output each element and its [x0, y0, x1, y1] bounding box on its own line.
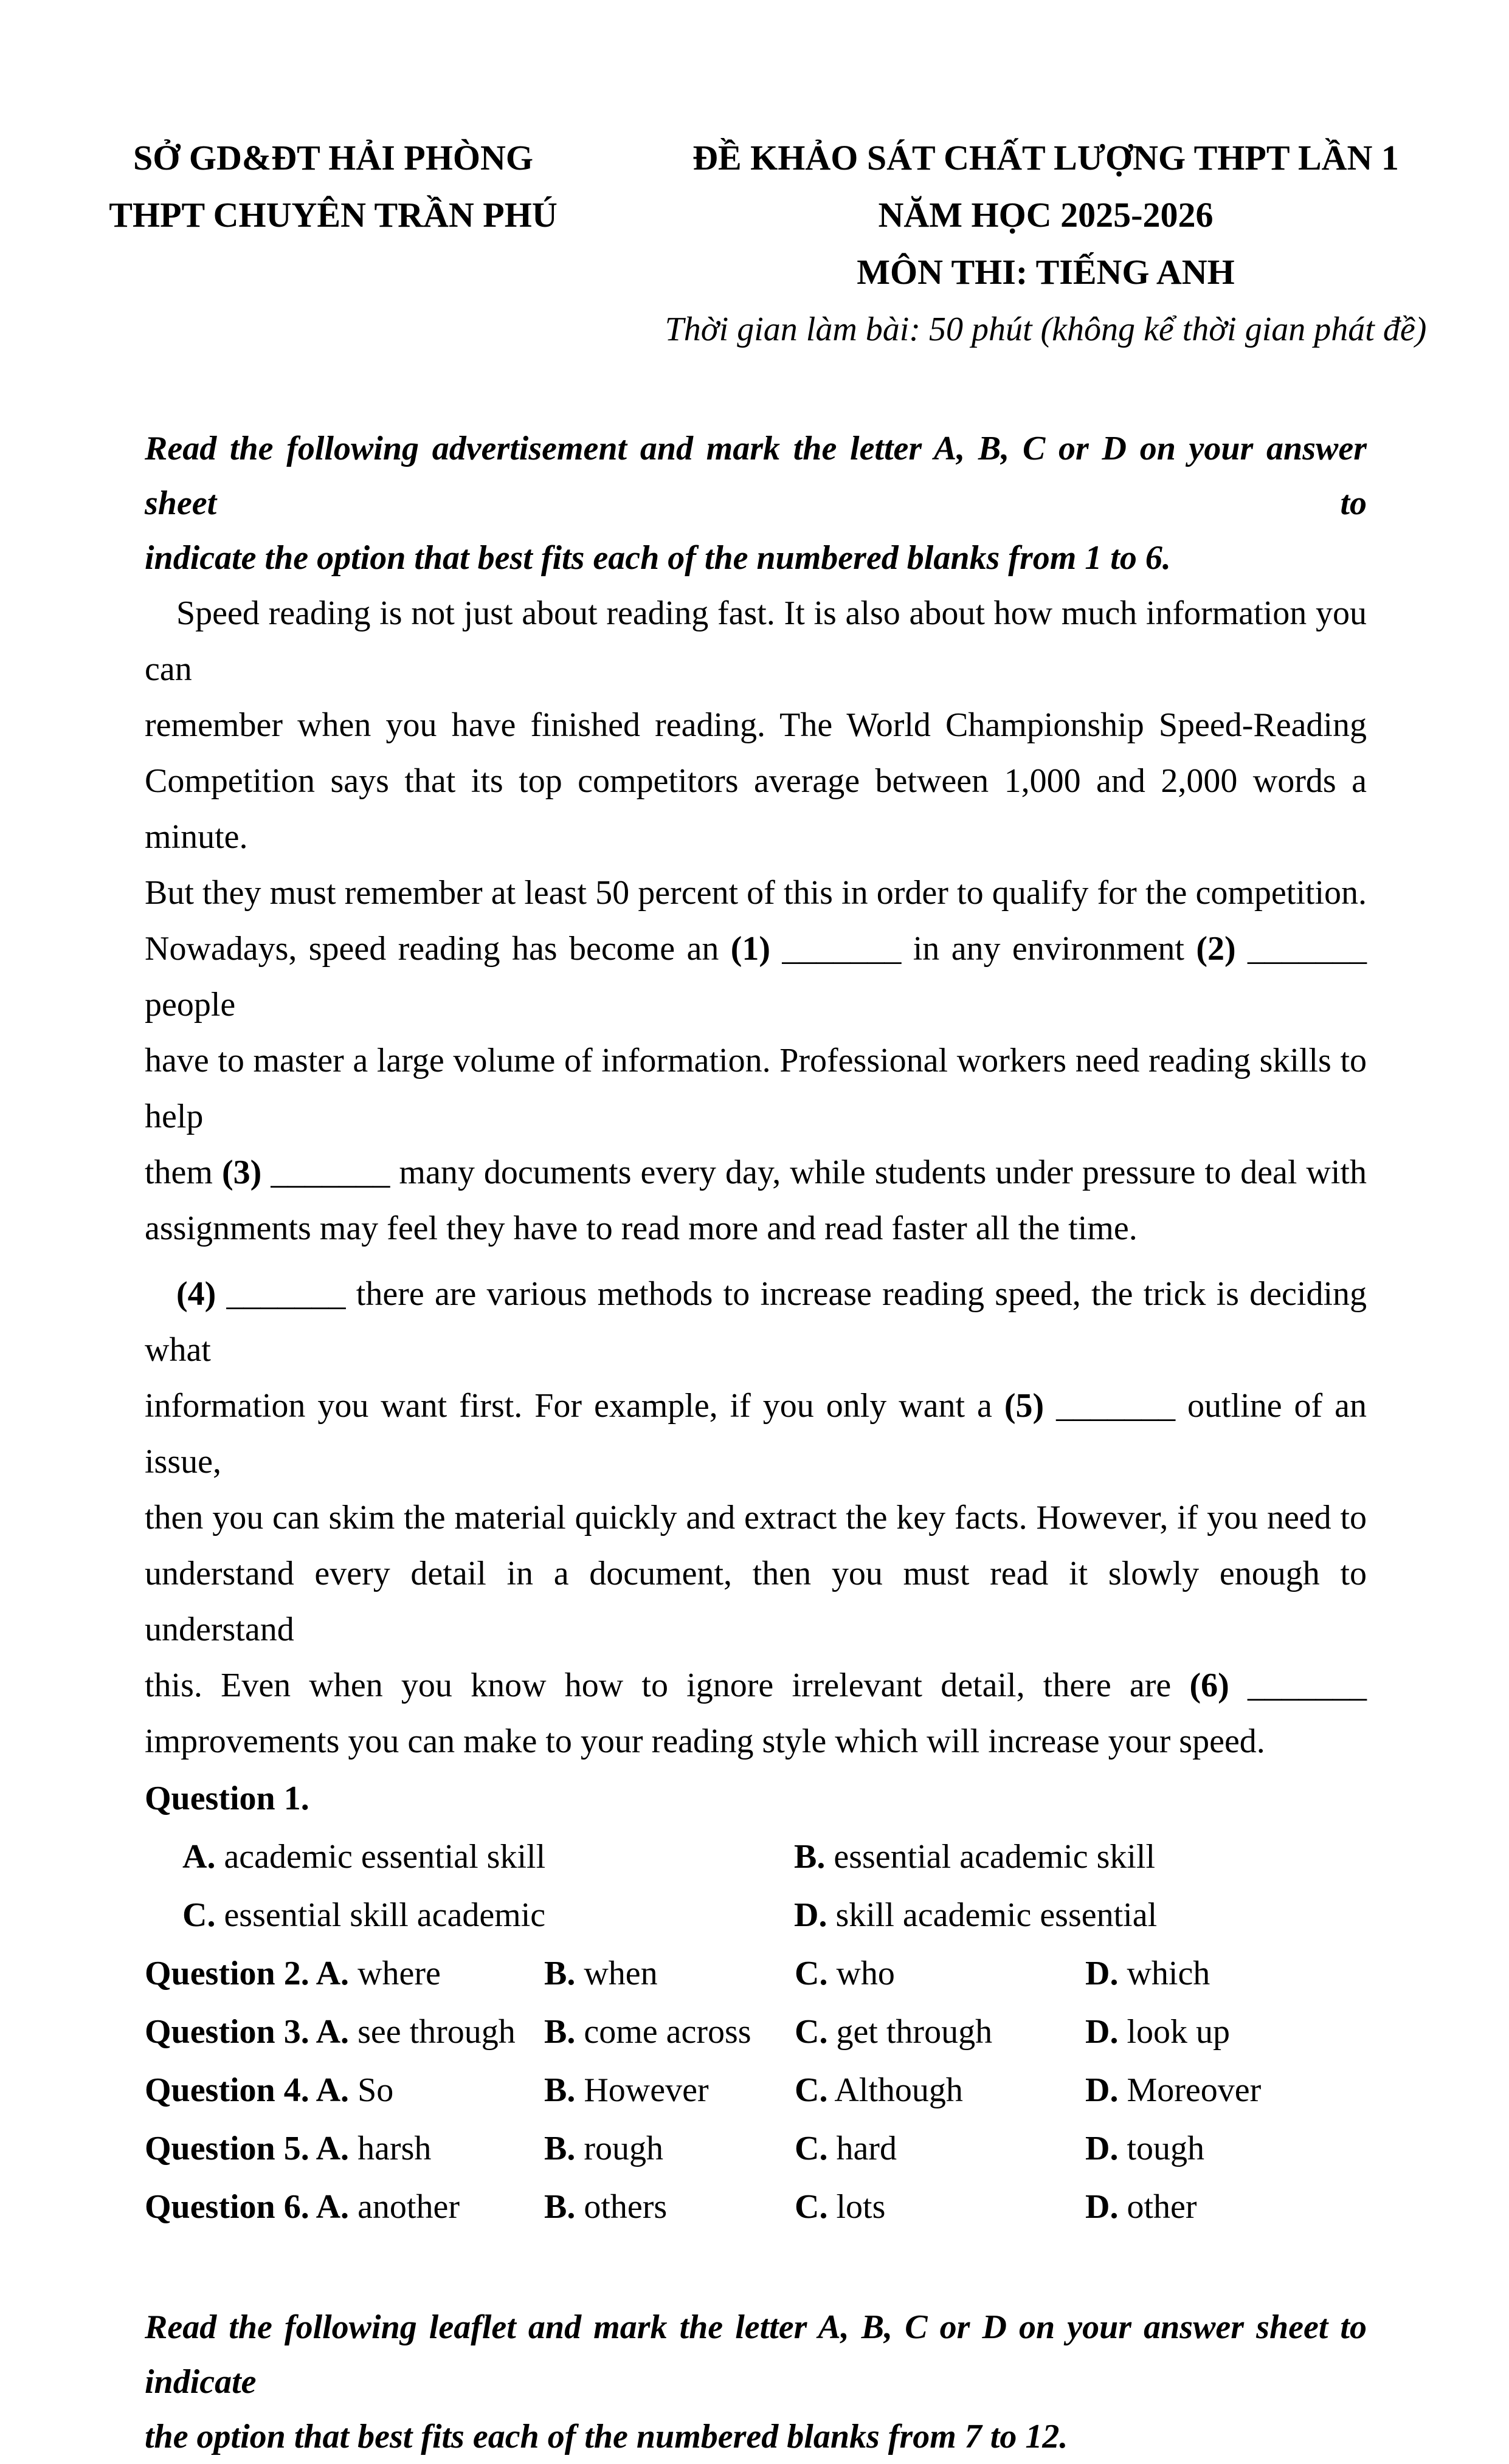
option-c: C. essential skill academic: [182, 1896, 546, 1934]
option-a: A. academic essential skill: [182, 1838, 546, 1876]
blank-number: (2): [1196, 930, 1236, 968]
passage-paragraph-2: [145, 1266, 1367, 1769]
option-b: B. rough: [544, 2130, 664, 2167]
text-line: [145, 1546, 1367, 1657]
text-segment: _______: [1229, 1667, 1367, 1704]
option-letter: D.: [1085, 2013, 1119, 2051]
text-segment: assignments may feel they have to read more and read faster all the time.: [145, 1210, 1138, 1247]
option-d: D. which: [1085, 1955, 1210, 1992]
option-letter: C.: [795, 2188, 828, 2226]
option-letter: B.: [544, 1955, 576, 1992]
option-c: C. who: [795, 1955, 895, 1992]
option-c: C. hard: [795, 2130, 897, 2167]
page-content: [109, 129, 1427, 2464]
passage-paragraph-1: [145, 585, 1367, 1256]
text-line: [145, 1200, 1367, 1256]
question-label: Question 5. A.: [145, 2130, 350, 2167]
question-1-heading-row: [145, 1769, 1367, 1828]
text-segment: Competition says that its top competitors average between 1,000 and 2,000 words a minute.: [145, 762, 1367, 856]
question-1-heading: Question 1.: [145, 1780, 309, 1817]
text-segment: _______ outline of an issue,: [145, 1387, 1367, 1481]
section1-instruction: [145, 421, 1367, 585]
text-segment: Nowadays, speed reading has become an: [145, 930, 731, 968]
text-line: [145, 1657, 1367, 1713]
text-line: [145, 1033, 1367, 1144]
option-letter: B.: [544, 2013, 576, 2051]
option-d: D. other: [1085, 2188, 1197, 2226]
department-name: SỞ GD&ĐT HẢI PHÒNG: [133, 138, 533, 177]
question-label: Question 4. A.: [145, 2071, 350, 2109]
option-c: C. Although: [795, 2071, 963, 2109]
text-segment: have to master a large volume of information. Professional workers need reading skills to help: [145, 1042, 1367, 1135]
text-segment: _______ people: [145, 930, 1367, 1024]
text-segment: _______ in any environment: [770, 930, 1196, 968]
option-letter: B.: [544, 2188, 576, 2226]
text-line: [145, 1378, 1367, 1490]
option-letter: C.: [795, 2071, 828, 2109]
question-row: [145, 2003, 1367, 2061]
option-letter: D.: [1085, 2071, 1119, 2109]
school-year: NĂM HỌC 2025-2026: [878, 195, 1214, 235]
question-row: [145, 1944, 1367, 2003]
text-segment: this. Even when you know how to ignore irrelevant detail, there are: [145, 1667, 1190, 1704]
option-c: C. get through: [795, 2013, 993, 2051]
question-label-and-option-a: Question 5. A. harsh: [145, 2130, 432, 2167]
text-line: the option that best fits each of the numbered blanks from 7 to 12.: [145, 2418, 1068, 2455]
option-c: C. lots: [795, 2188, 886, 2226]
text-segment: understand every detail in a document, then you must read it slowly enough to understand: [145, 1555, 1367, 1648]
text-line: [145, 1144, 1367, 1200]
option-letter: C.: [795, 2013, 828, 2051]
exam-header: [109, 129, 1427, 358]
text-line: Read the following advertisement and mark the letter A, B, C or D on your answer sheet to: [145, 430, 1367, 522]
option-d: D. Moreover: [1085, 2071, 1262, 2109]
blank-number: (4): [176, 1275, 216, 1313]
questions-2-6: [145, 1944, 1367, 2236]
question-row: [145, 2178, 1367, 2236]
questions-section: [145, 1769, 1367, 2236]
question-label: Question 3. A.: [145, 2013, 350, 2051]
text-line: indicate the option that best fits each of the numbered blanks from 1 to 6.: [145, 539, 1171, 577]
text-line: [145, 921, 1367, 1033]
option-letter: D.: [1085, 1955, 1119, 1992]
text-segment: then you can skim the material quickly and extract the key facts. However, if you need to: [145, 1499, 1367, 1537]
text-line: [145, 585, 1367, 697]
question-label-and-option-a: Question 4. A. So: [145, 2071, 394, 2109]
question-1-options: [145, 1828, 1367, 1944]
option-b: B. when: [544, 1955, 658, 1992]
question-label: Question 6. A.: [145, 2188, 350, 2226]
option-letter: C.: [795, 1955, 828, 1992]
text-segment: information you want first. For example, if you only want a: [145, 1387, 1004, 1425]
text-segment: _______ many documents every day, while students under pressure to deal with: [261, 1154, 1367, 1191]
text-segment: them: [145, 1154, 223, 1191]
option-letter: B.: [544, 2130, 576, 2167]
text-line: [145, 1713, 1367, 1769]
option-d: D. look up: [1085, 2013, 1231, 2051]
section2-instruction: [145, 2300, 1367, 2464]
question-label-and-option-a: Question 2. A. where: [145, 1955, 441, 1992]
text-segment: Speed reading is not just about reading fast. It is also about how much information you can: [145, 594, 1367, 688]
text-segment: remember when you have finished reading. The World Championship Speed-Reading: [145, 706, 1367, 744]
blank-number: (3): [222, 1154, 262, 1191]
text-segment: _______ there are various methods to increase reading speed, the trick is deciding what: [145, 1275, 1367, 1369]
blank-number: (1): [730, 930, 770, 968]
school-name: THPT CHUYÊN TRẦN PHÚ: [109, 195, 558, 235]
option-letter: A.: [182, 1838, 216, 1876]
option-letter: D.: [794, 1896, 827, 1934]
option-letter: B.: [544, 2071, 576, 2109]
question-row: [145, 2061, 1367, 2119]
option-b: B. essential academic skill: [794, 1838, 1156, 1876]
text-segment: But they must remember at least 50 percent of this in order to qualify for the competition.: [145, 874, 1367, 912]
question-label-and-option-a: Question 3. A. see through: [145, 2013, 516, 2051]
option-b: B. others: [544, 2188, 668, 2226]
text-line: [145, 1266, 1367, 1378]
option-d: D. skill academic essential: [794, 1896, 1158, 1934]
option-letter: C.: [795, 2130, 828, 2167]
text-line: [145, 1490, 1367, 1546]
text-line: [145, 753, 1367, 865]
option-letter: C.: [182, 1896, 216, 1934]
header-right-block: [644, 129, 1447, 358]
subject-line: MÔN THI: TIẾNG ANH: [857, 252, 1235, 292]
option-d: D. tough: [1085, 2130, 1205, 2167]
question-label-and-option-a: Question 6. A. another: [145, 2188, 460, 2226]
exam-title: ĐỀ KHẢO SÁT CHẤT LƯỢNG THPT LẦN 1: [692, 138, 1399, 177]
duration-note: Thời gian làm bài: 50 phút (không kể thời gian phát đề): [665, 311, 1427, 348]
header-left-block: [96, 129, 570, 244]
text-line: [145, 865, 1367, 921]
question-1-option-row: [145, 1828, 1367, 1886]
blank-number: (6): [1189, 1667, 1229, 1704]
question-label: Question 2. A.: [145, 1955, 350, 1992]
text-line: Read the following leaflet and mark the letter A, B, C or D on your answer sheet to indicate: [145, 2308, 1367, 2401]
option-letter: D.: [1085, 2188, 1119, 2226]
question-row: [145, 2119, 1367, 2178]
option-b: B. come across: [544, 2013, 751, 2051]
option-b: B. However: [544, 2071, 709, 2109]
text-line: [145, 697, 1367, 753]
text-segment: improvements you can make to your reading style which will increase your speed.: [145, 1722, 1265, 1760]
option-letter: D.: [1085, 2130, 1119, 2167]
option-letter: B.: [794, 1838, 826, 1876]
blank-number: (5): [1004, 1387, 1045, 1425]
question-1-option-row: [145, 1886, 1367, 1944]
